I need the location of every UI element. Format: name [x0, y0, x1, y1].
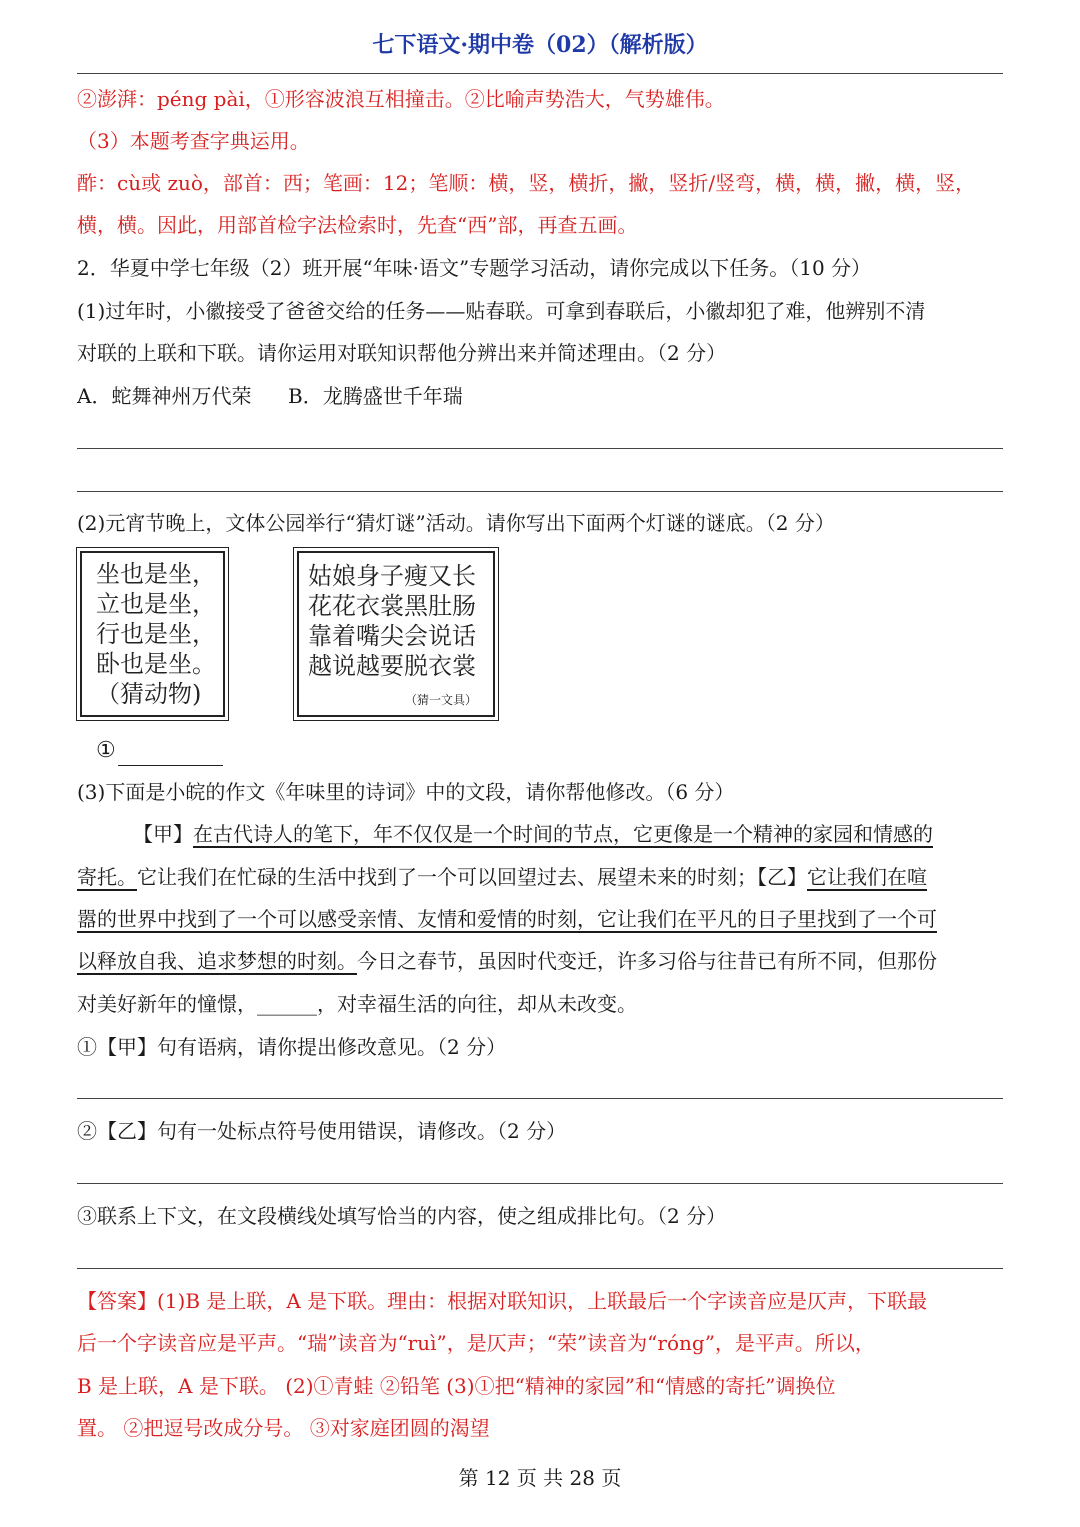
sentence-jia-end: 寄托。: [77, 865, 137, 889]
task-2: ②【乙】句有一处标点符号使用错误，请修改。（2 分）: [77, 1119, 567, 1143]
answer-line-1: [77, 1286, 927, 1316]
question-2-sub3: (3)下面是小皖的作文《年味里的诗词》中的文段，请你帮他修改。（6 分）: [77, 780, 735, 804]
passage-text: 今日之春节，虽因时代变迁，许多习俗与往昔已有所不同，但那份: [357, 949, 937, 973]
sentence-yi: 它让我们在喧: [807, 865, 927, 889]
page-header-title: 七下语文·期中卷（02）（解析版）: [372, 32, 708, 58]
passage-text: 对美好新年的憧憬，: [77, 992, 257, 1016]
answer-text: (1)B 是上联，A 是下联。理由：根据对联知识，上联最后一个字读音应是仄声，下联最: [157, 1289, 928, 1313]
riddle-hint: （猜动物): [96, 680, 202, 708]
passage-text: ，对幸福生活的向往，却从未改变。: [317, 992, 637, 1016]
sentence-jia: 在古代诗人的笔下，年不仅仅是一个时间的节点，它更像是一个精神的家园和情感的: [193, 822, 933, 846]
riddle-line: 卧也是坐。: [96, 650, 216, 678]
mark-yi: 【乙】: [757, 865, 807, 889]
option-a: A．蛇舞神州万代荣: [77, 384, 252, 408]
answer-line-radical: 横，横。因此，用部首检字法检索时，先查“西”部，再查五画。: [77, 213, 638, 237]
riddle-answer-blank[interactable]: [96, 736, 223, 766]
question-2-sub1-line1: (1)过年时，小徽接受了爸爸交给的任务——贴春联。可拿到春联后，小徽却犯了难，他辨别不清: [77, 299, 926, 323]
riddle-box-animal: [80, 551, 225, 717]
passage-line-1: [133, 819, 933, 849]
task-1: ①【甲】句有语病，请你提出修改意见。（2 分）: [77, 1035, 507, 1059]
answer-line-cu: 酢：cù或 zuò，部首：西；笔画：12；笔顺：横，竖，横折，撇，竖折/竖弯，横，横，撇，横，竖，: [77, 171, 976, 195]
riddle-line: 立也是坐，: [96, 590, 216, 618]
sentence-yi-end: 以释放自我、追求梦想的时刻。: [77, 949, 357, 973]
question-2-intro: 2．华夏中学七年级（2）班开展“年味·语文”专题学习活动，请你完成以下任务。（10 分）: [77, 256, 872, 280]
passage-line-4: [77, 946, 937, 976]
fill-blank[interactable]: ______: [257, 992, 317, 1016]
mark-jia: 【甲】: [133, 822, 193, 846]
page-number: 第 12 页 共 28 页: [458, 1466, 622, 1490]
answer-blank-line[interactable]: [77, 448, 1003, 449]
task-3: ③联系上下文，在文段横线处填写恰当的内容，使之组成排比句。（2 分）: [77, 1204, 727, 1228]
riddle-line: 姑娘身子瘦又长: [308, 562, 476, 590]
answer-line-2: 后一个字读音应是平声。“瑞”读音为“ruì”，是仄声；“荣”读音为“róng”，是平声。所以，: [77, 1331, 875, 1355]
riddle-line: 坐也是坐，: [96, 560, 216, 588]
answer-line-4: 置。 ②把逗号改成分号。 ③对家庭团圆的渴望: [77, 1416, 490, 1440]
question-2-sub1-line2: 对联的上联和下联。请你运用对联知识帮他分辨出来并简述理由。（2 分）: [77, 341, 727, 365]
riddle-box-stationery: [297, 551, 495, 717]
option-b: B．龙腾盛世千年瑞: [288, 384, 463, 408]
answer-line-dictionary: （3）本题考查字典运用。: [77, 129, 310, 153]
answer-blank-line[interactable]: [77, 1183, 1003, 1184]
answer-label: 【答案】: [77, 1289, 157, 1313]
answer-blank-line[interactable]: [77, 1268, 1003, 1269]
riddle-line: 花花衣裳黑肚肠: [308, 592, 476, 620]
riddle-line: 靠着嘴尖会说话: [308, 622, 476, 650]
blank-label: ①: [96, 738, 116, 763]
header-rule: [77, 73, 1003, 74]
answer-blank-line[interactable]: [77, 491, 1003, 492]
riddle-line: 行也是坐，: [96, 620, 216, 648]
passage-line-5: [77, 989, 637, 1019]
blank-underline[interactable]: [118, 743, 223, 766]
riddle-line: 越说越要脱衣裳: [308, 652, 476, 680]
answer-line-3: B 是上联，A 是下联。 (2)①青蛙 ②铅笔 (3)①把“精神的家园”和“情感的寄托”调换位: [77, 1374, 836, 1398]
answer-line-pengpai: ②澎湃：péng pài，①形容波浪互相撞击。②比喻声势浩大，气势雄伟。: [77, 87, 725, 111]
passage-text: 它让我们在忙碌的生活中找到了一个可以回望过去、展望未来的时刻；: [137, 865, 757, 889]
answer-blank-line[interactable]: [77, 1098, 1003, 1099]
passage-line-2: [77, 862, 927, 892]
question-2-sub2: (2)元宵节晚上，文体公园举行“猜灯谜”活动。请你写出下面两个灯谜的谜底。（2 分）: [77, 511, 835, 535]
passage-line-3: 嚣的世界中找到了一个可以感受亲情、友情和爱情的时刻，它让我们在平凡的日子里找到了一个可: [77, 907, 937, 931]
riddle-hint: （猜一文具）: [404, 693, 477, 707]
